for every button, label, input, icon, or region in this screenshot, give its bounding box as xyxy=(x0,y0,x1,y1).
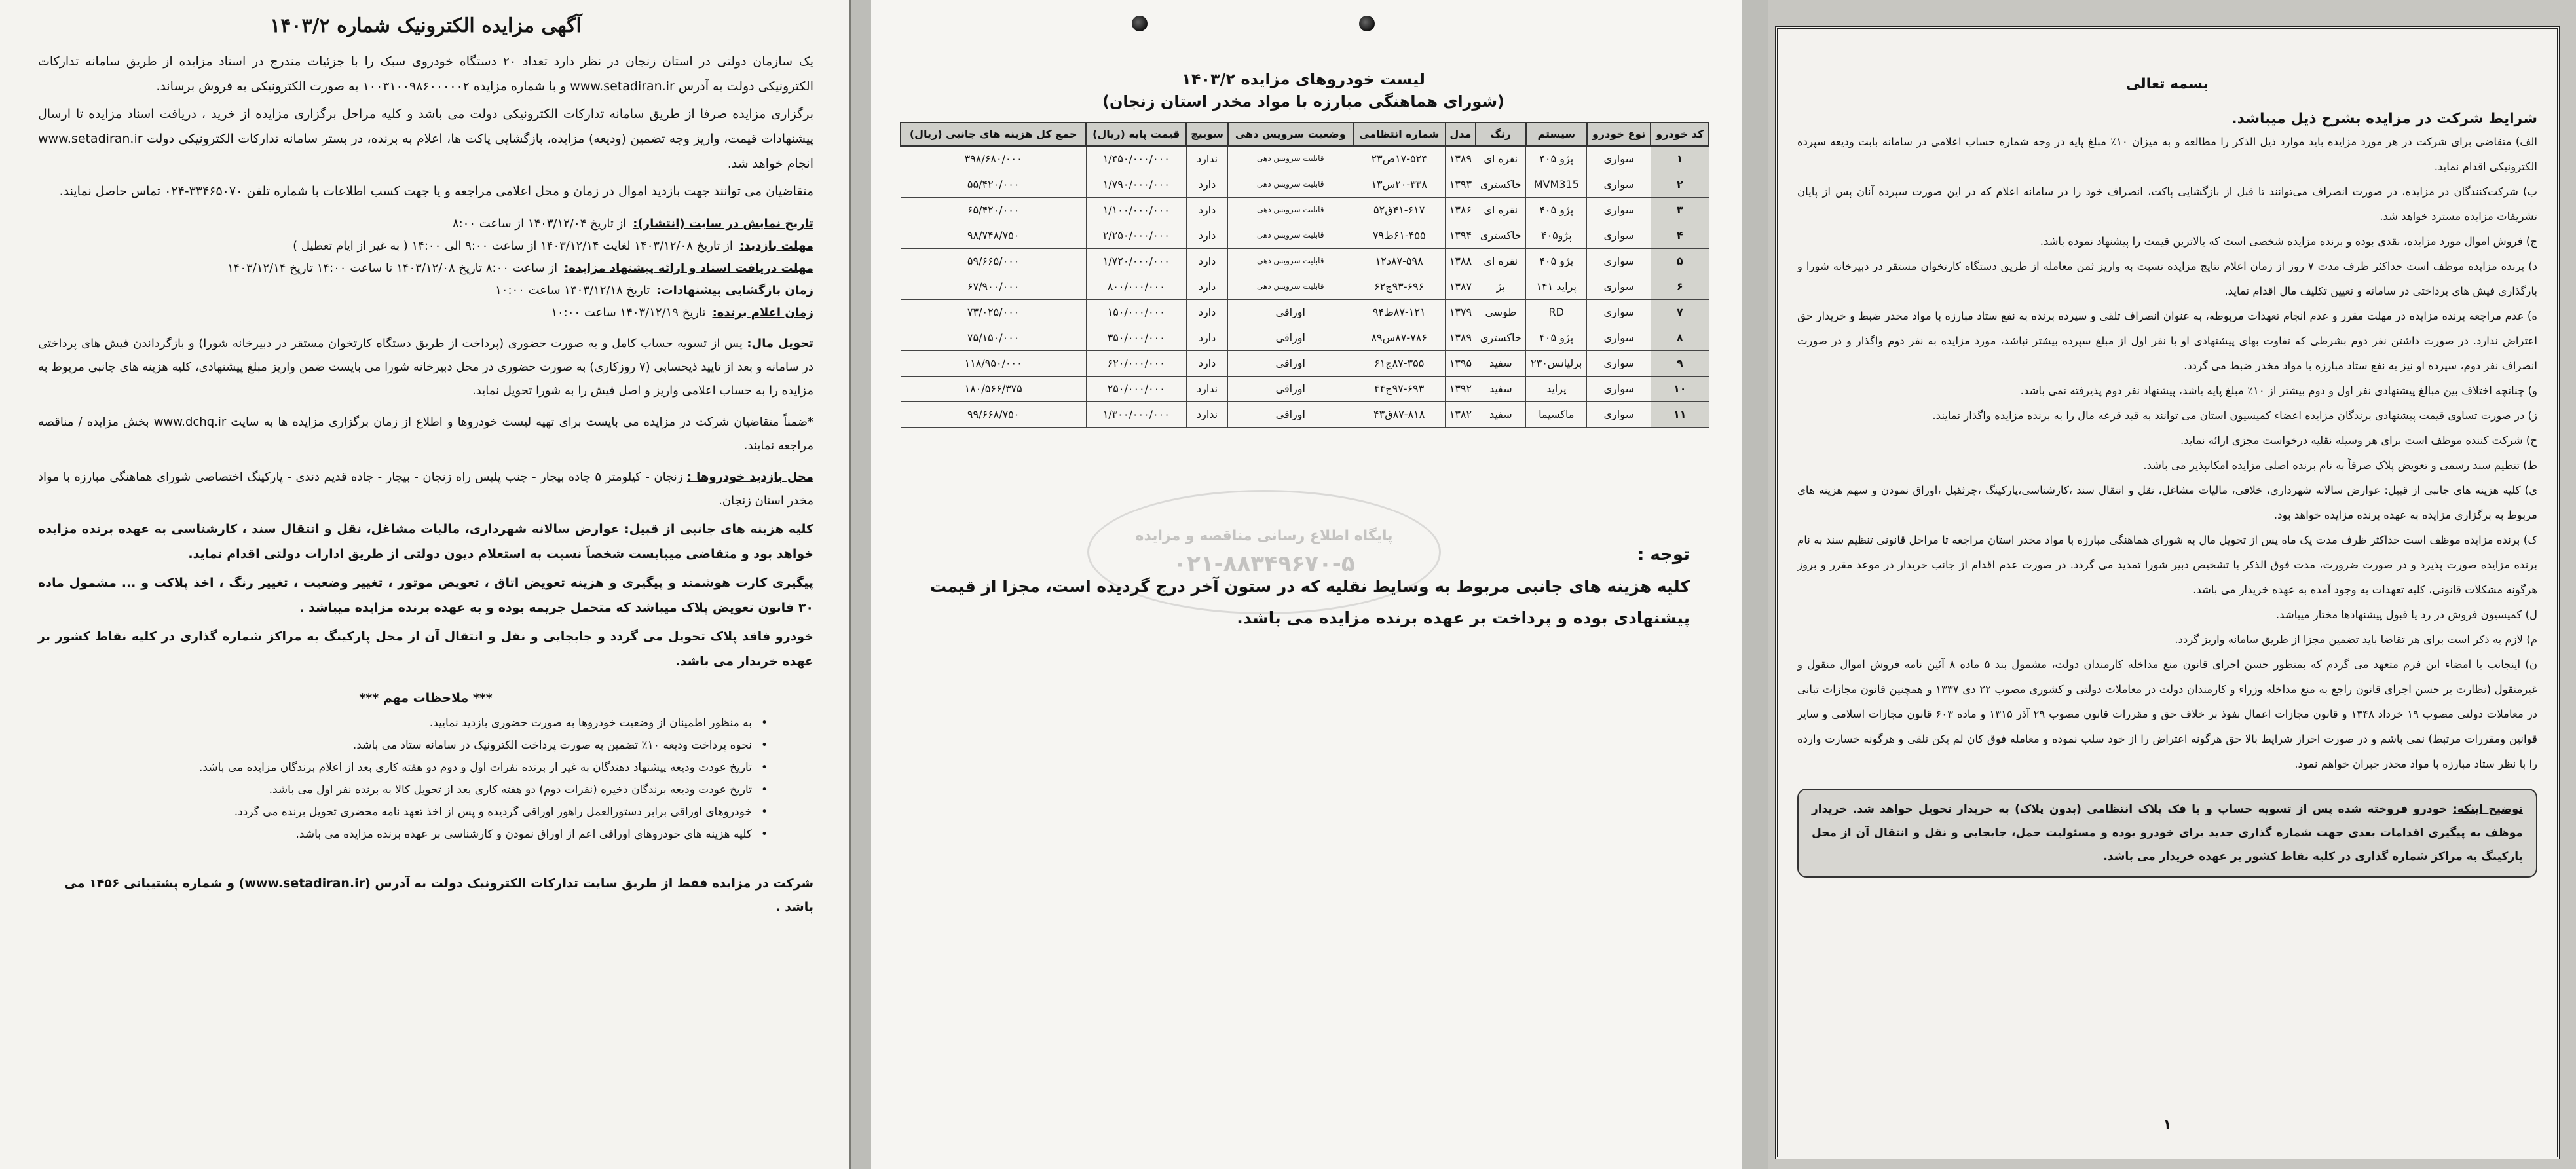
table-cell: ۱/۴۵۰/۰۰۰/۰۰۰ xyxy=(1086,146,1186,172)
table-cell: ۲/۲۵۰/۰۰۰/۰۰۰ xyxy=(1086,223,1186,248)
stamp-name: پایگاه اطلاع رسانی مناقصه و مزایده xyxy=(1135,527,1393,544)
table-row xyxy=(901,197,1709,223)
table-cell: اوراقی xyxy=(1228,325,1353,350)
table-row xyxy=(901,223,1709,248)
page-edge-divider xyxy=(849,0,851,1169)
condition-item: د) برنده مزایده موظف است حداکثر ظرف مدت ۷ روز از زمان اعلام نتایج مزایده نسبت به واریز ثمن معامله از طریق دستگاه کارتخوان مستقر در دبیرخانه شورا و بارگذاری فیش های پرداختی در سامانه و تعیین تکلیف مال اقدام نماید. xyxy=(1797,260,2537,297)
condition-item: ک) برنده مزایده موظف است حداکثر ظرف مدت یک ماه پس از تحویل مال به شورای هماهنگی مبارزه با مواد مخدر استان مراجعه تا مراحل قانونی تنظیم سند به نام برنده مزایده صورت پذیرد و در صورت ضرورت، مدت فوق الذکر با تشخیص دبیر شورا تمدید می گردد. در صورت عدم اقدام از جانب خریدار در موعد مقرر و بروز هرگونه مشکلات قانونی، کلیه تعهدات به وجود آمده به عهده خریدار می باشد. xyxy=(1797,534,2537,596)
conditions-page xyxy=(1768,0,2576,1169)
table-cell: ۲۰-۳۳۸س۱۳ xyxy=(1353,172,1446,197)
table-cell: ۱/۱۰۰/۰۰۰/۰۰۰ xyxy=(1086,197,1186,223)
table-cell: خاکستری xyxy=(1476,223,1526,248)
column-header: نوع خودرو xyxy=(1587,122,1651,146)
table-cell: دارد xyxy=(1186,172,1228,197)
vehicle-list-title xyxy=(897,68,1709,113)
table-cell: سفید xyxy=(1476,401,1526,427)
schedule-block xyxy=(38,213,813,324)
table-cell: ۱/۷۹۰/۰۰۰/۰۰۰ xyxy=(1086,172,1186,197)
table-cell: ۶۱-۴۵۵ط۷۹ xyxy=(1353,223,1446,248)
table-cell: سواری xyxy=(1587,172,1651,197)
table-cell: ۶۵/۴۲۰/۰۰۰ xyxy=(901,197,1086,223)
table-cell: پژو ۴۰۵ xyxy=(1526,248,1587,274)
table-cell: سواری xyxy=(1587,401,1651,427)
table-cell: ۱۱ xyxy=(1651,401,1709,427)
table-cell: قابلیت سرویس دهی xyxy=(1228,197,1353,223)
schedule-row xyxy=(38,280,813,302)
conditions-frame xyxy=(1775,26,2560,1159)
condition-item: م) لازم به ذکر است برای هر تقاضا باید تضمین مجزا از طریق سامانه واریز گردد. xyxy=(2175,633,2537,646)
table-cell: ۸۷-۵۹۸د۱۲ xyxy=(1353,248,1446,274)
table-row xyxy=(901,325,1709,350)
explanation-text: خودرو فروخته شده پس از تسویه حساب و با فک پلاک انتظامی (بدون پلاک) به خریدار تحویل خواهد شد. خریدار موظف به پیگیری اقدامات بعدی جهت شماره گذاری جدید برای خودرو بوده و مسئولیت حمل، جابجایی و نقل و انتقال آن از محل پارکینگ به مراکز شماره گذاری در کلیه نقاط کشور بر عهده خریدار می باشد. xyxy=(1812,803,2523,863)
table-cell: سواری xyxy=(1587,223,1651,248)
notes-title: *** ملاحظات مهم *** xyxy=(359,691,493,705)
note-item: • خودروهای اوراقی برابر دستورالعمل راهور اوراقی گردیده و پس از اخذ تعهد نامه محضری تحویل برنده می گردد. xyxy=(38,801,768,823)
table-cell: ۱۵۰/۰۰۰/۰۰۰ xyxy=(1086,299,1186,325)
schedule-label: زمان بازگشایی پیشنهادات: xyxy=(656,284,813,297)
table-cell: ۱ xyxy=(1651,146,1709,172)
table-cell: خاکستری xyxy=(1476,172,1526,197)
table-cell: ۹۸/۷۴۸/۷۵۰ xyxy=(901,223,1086,248)
table-cell: ۴۱-۶۱۷ق۵۲ xyxy=(1353,197,1446,223)
table-cell: ۹۹/۶۶۸/۷۵۰ xyxy=(901,401,1086,427)
location-label: محل بازدید خودروها : xyxy=(686,470,814,484)
notice-title: آگهی مزایده الکترونیک شماره ۱۴۰۳/۲ xyxy=(270,14,582,37)
table-cell: سواری xyxy=(1587,350,1651,376)
table-row xyxy=(901,401,1709,427)
table-cell: ۶۲۰/۰۰۰/۰۰۰ xyxy=(1086,350,1186,376)
table-cell: ۸۷-۳۵۵ج۶۱ xyxy=(1353,350,1446,376)
table-row xyxy=(901,248,1709,274)
table-cell: ۱۰ xyxy=(1651,376,1709,401)
table-cell: ۸ xyxy=(1651,325,1709,350)
table-cell: سواری xyxy=(1587,146,1651,172)
process-paragraph: برگزاری مزایده صرفا از طریق سامانه تدارکات الکترونیکی دولت می باشد و کلیه مراحل برگزاری مزایده از خرید ، دریافت اسناد مزایده تا ارسال پیشنهادات قیمت، واریز وجه تضمین (ودیعه) مزایده، بازگشایی پاکت ها، اعلام به برنده، در بستر سامانه تدارکات الکترونیکی دولت www.setadiran.ir انجام خواهد شد. xyxy=(38,107,813,171)
table-cell: ۶ xyxy=(1651,274,1709,299)
table-cell: ۳ xyxy=(1651,197,1709,223)
website-notice: *ضمناً متقاضیان شرکت در مزایده می بایست برای تهیه لیست خودروها و اطلاع از زمان برگزاری مزایده ها به سایت www.dchq.ir بخش مزایده / مناقصه مراجعه نمایند. xyxy=(38,415,814,453)
condition-item: ط) تنظیم سند رسمی و تعویض پلاک صرفاً به نام برنده اصلی مزایده امکانپذیر می باشد. xyxy=(2143,459,2537,472)
table-cell: ندارد xyxy=(1186,401,1228,427)
condition-item: ز) در صورت تساوی قیمت پیشنهادی برندگان مزایده اعضاء کمیسیون استان می توانند به قید قرعه مال را به برنده مزایده واگذار نمایند. xyxy=(1932,409,2537,422)
list-title-subline: (شورای هماهنگی مبارزه با مواد مخدر استان زنجان) xyxy=(1102,92,1505,111)
location-text: زنجان - کیلومتر ۵ جاده بیجار - جنب پلیس راه زنجان - بیجار - جاده قدیم دندی - پارکینگ اختصاصی شورای هماهنگی مبارزه با مواد مخدر استان زنجان. xyxy=(38,470,813,508)
table-cell: MVM315 xyxy=(1526,172,1587,197)
table-cell: ۱/۳۰۰/۰۰۰/۰۰۰ xyxy=(1086,401,1186,427)
table-row xyxy=(901,299,1709,325)
table-cell: اوراقی xyxy=(1228,299,1353,325)
table-cell: ۶۷/۹۰۰/۰۰۰ xyxy=(901,274,1086,299)
table-cell: بژ xyxy=(1476,274,1526,299)
basmala-heading: بسمه تعالی xyxy=(2126,76,2209,92)
column-header: جمع کل هزینه های جانبی (ریال) xyxy=(901,122,1086,146)
smart-card-paragraph: پیگیری کارت هوشمند و پیگیری و هزینه تعویض اتاق ، تعویض موتور ، تغییر وضعیت ، تغییر رنگ ، اخذ پلاکت و ... مشمول ماده ۳۰ قانون تعویض پلاک میباشد که متحمل جریمه بوده و به عهده برنده مزایده میباشد . xyxy=(38,576,813,615)
table-cell: قابلیت سرویس دهی xyxy=(1228,223,1353,248)
table-cell: ۱۳۸۹ xyxy=(1446,146,1476,172)
column-header: رنگ xyxy=(1476,122,1526,146)
column-header: قیمت پایه (ریال) xyxy=(1086,122,1186,146)
table-cell: ۱/۷۲۰/۰۰۰/۰۰۰ xyxy=(1086,248,1186,274)
intro-paragraph: یک سازمان دولتی در استان زنجان در نظر دارد تعداد ۲۰ دستگاه خودروی سبک را با جزئیات مندرج در اسناد مزایده از طریق سامانه تدارکات الکترونیکی دولت به آدرس www.setadiran.ir و با شماره مزایده ۱۰۰۳۱۰۰۹۸۶۰۰۰۰۰۲ به صورت الکترونیکی به فروش برساند. xyxy=(38,54,814,94)
table-cell: ۸۷-۸۱۸ق۴۳ xyxy=(1353,401,1446,427)
table-cell: سواری xyxy=(1587,325,1651,350)
table-cell: ۹۳-۶۹۶ج۶۲ xyxy=(1353,274,1446,299)
condition-item: ی) کلیه هزینه های جانبی از قبیل: عوارض سالانه شهرداری، خلافی، مالیات مشاغل، نقل و انتقال سند ،کارشناسی،پارکینگ ،جرثقیل ،اوراق نمودن و سهم هزینه های مربوط به برگزاری مزایده به عهده برنده مزایده خواهد بود. xyxy=(1797,484,2537,521)
conditions-list xyxy=(1797,130,2537,777)
vehicle-table xyxy=(900,122,1709,428)
table-cell: ماکسیما xyxy=(1526,401,1587,427)
schedule-label: تاریخ نمایش در سایت (انتشار): xyxy=(633,217,813,231)
schedule-value: از تاریخ ۱۴۰۳/۱۲/۰۴ از ساعت ۸:۰۰ xyxy=(452,217,627,231)
condition-item: ب) شرکت‌کنندگان در مزایده، در صورت انصراف می‌توانند تا قبل از بازگشایی پاکت، انصراف خود را در سامانه اعلام که در این صورت سپرده آنان پس از پایان تشریفات مزایده مسترد خواهد شد. xyxy=(1797,185,2537,223)
table-cell: سفید xyxy=(1476,350,1526,376)
table-cell: اوراقی xyxy=(1228,401,1353,427)
footer-text: شرکت در مزایده فقط از طریق سایت تدارکات الکترونیک دولت به آدرس (www.setadiran.ir) و شماره پشتیبانی ۱۴۵۶ می باشد . xyxy=(64,876,813,914)
table-cell: خاکستری xyxy=(1476,325,1526,350)
table-cell: اوراقی xyxy=(1228,376,1353,401)
schedule-label: مهلت بازدید: xyxy=(739,239,813,253)
note-item: • به منظور اطمینان از وضعیت خودروها به صورت حضوری بازدید نمایید. xyxy=(38,712,768,734)
table-cell: دارد xyxy=(1186,299,1228,325)
page-number: ۱ xyxy=(2163,1117,2172,1133)
table-cell: دارد xyxy=(1186,223,1228,248)
table-row xyxy=(901,146,1709,172)
delivery-label: تحویل مال: xyxy=(747,337,813,350)
schedule-value: تاریخ ۱۴۰۳/۱۲/۱۹ ساعت ۱۰:۰۰ xyxy=(551,306,706,320)
conditions-title: شرایط شرکت در مزایده بشرح ذیل میباشد. xyxy=(2231,111,2537,127)
column-header: شماره انتظامی xyxy=(1353,122,1446,146)
table-cell: پژو ۴۰۵ xyxy=(1526,146,1587,172)
condition-item: ح) شرکت کننده موظف است برای هر وسیله نقلیه درخواست مجزی ارائه نماید. xyxy=(2180,434,2537,447)
attention-text: کلیه هزینه های جانبی مربوط به وسایط نقلیه که در ستون آخر درج گردیده است، مجزا از قیمت پیشنهادی بوده و پرداخت بر عهده برنده مزایده می باشد. xyxy=(930,577,1690,627)
table-cell: ۱۳۹۳ xyxy=(1446,172,1476,197)
stamp-phone: ۰۲۱-۸۸۳۴۹۶۷۰-۵ xyxy=(1173,550,1355,577)
table-row xyxy=(901,172,1709,197)
table-cell: پژو ۴۰۵ xyxy=(1526,197,1587,223)
table-cell: سواری xyxy=(1587,274,1651,299)
table-cell: ۵ xyxy=(1651,248,1709,274)
table-cell: سواری xyxy=(1587,376,1651,401)
table-cell: ۹۷-۶۹۳ج۴۴ xyxy=(1353,376,1446,401)
table-cell: ندارد xyxy=(1186,376,1228,401)
column-header: وضعیت سرویس دهی xyxy=(1228,122,1353,146)
table-cell: ۱۳۸۸ xyxy=(1446,248,1476,274)
table-cell: قابلیت سرویس دهی xyxy=(1228,248,1353,274)
condition-item: ل) کمیسیون فروش در رد یا قبول پیشنهادها مختار میباشد. xyxy=(2275,608,2537,621)
table-row xyxy=(901,376,1709,401)
table-cell: ۷ xyxy=(1651,299,1709,325)
condition-item: الف) متقاضی برای شرکت در هر مورد مزایده باید موارد ذیل الذکر را مطالعه و به میزان ۱۰٪ مبلغ پایه در وجه شماره حساب اعلامی در سامانه بابت ودیعه سپرده الکترونیکی اقدام نماید. xyxy=(1797,136,2537,173)
table-cell: پژو۴۰۵ xyxy=(1526,223,1587,248)
location-paragraph xyxy=(38,466,813,513)
table-cell: سواری xyxy=(1587,299,1651,325)
table-cell: ۵۵/۴۲۰/۰۰۰ xyxy=(901,172,1086,197)
table-cell: ۷۳/۰۲۵/۰۰۰ xyxy=(901,299,1086,325)
condition-item: ن) اینجانب با امضاء این فرم متعهد می گردم که بمنظور حسن اجرای قانون منع مداخله کارمندان دولت، مشمول بند ۵ ماده ۸ آئین نامه فروش اموال منقول و غیرمنقول (نظارت بر حسن اجرای قانون راجع به منع مداخله وزراء و کارمندان دولت در معاملات دولتی و کشوری مصوب ۲۲ دی ۱۳۳۷ و همچنین قانون مجازات تبانی در معاملات دولتی مصوب ۱۹ خرداد ۱۳۴۸ و قانون مجازات اعمال نفوذ بر خلاف حق و مقررات قانون مصوب ۲۹ آذر ۱۳۱۵ و ماده ۶۰۳ قانون مجازات اسلامی و سایر قوانین ومقررات مرتبط) نمی باشم و در صورت احراز شرایط بالا حق هرگونه اعتراض را از خود سلب نموده و معامله فوق کان لم یکن تلقی و هرگونه خسارت وارده را با نظر ستاد مبارزه با مواد مخدر جبران خواهم نمود. xyxy=(1797,658,2538,770)
table-cell: دارد xyxy=(1186,350,1228,376)
table-cell: ۱۳۷۹ xyxy=(1446,299,1476,325)
attention-heading: توجه : xyxy=(1637,545,1690,565)
notes-list xyxy=(38,712,813,845)
table-cell: ۱۳۹۴ xyxy=(1446,223,1476,248)
table-cell: طوسی xyxy=(1476,299,1526,325)
explanation-box xyxy=(1797,789,2537,878)
table-cell: پژو ۴۰۵ xyxy=(1526,325,1587,350)
table-cell: ۹ xyxy=(1651,350,1709,376)
schedule-row xyxy=(38,235,813,257)
table-cell: ۸۰۰/۰۰۰/۰۰۰ xyxy=(1086,274,1186,299)
table-cell: نقره ای xyxy=(1476,248,1526,274)
table-cell: ۱۳۸۷ xyxy=(1446,274,1476,299)
binder-hole-icon xyxy=(1359,16,1375,31)
table-cell: ۸۷-۱۲۱ط۹۴ xyxy=(1353,299,1446,325)
table-cell: نقره ای xyxy=(1476,146,1526,172)
note-item: • تاریخ عودت ودیعه برندگان ذخیره (نفرات دوم) دو هفته کاری بعد از تحویل کالا به برنده نفر اول می باشد. xyxy=(38,779,768,801)
table-cell: ۱۳۸۶ xyxy=(1446,197,1476,223)
schedule-value: تاریخ ۱۴۰۳/۱۲/۱۸ ساعت ۱۰:۰۰ xyxy=(495,284,650,297)
table-cell: ۵۹/۶۶۵/۰۰۰ xyxy=(901,248,1086,274)
table-cell: دارد xyxy=(1186,274,1228,299)
table-cell: اوراقی xyxy=(1228,350,1353,376)
table-cell: پراید ۱۴۱ xyxy=(1526,274,1587,299)
table-cell: قابلیت سرویس دهی xyxy=(1228,172,1353,197)
table-cell: ۲ xyxy=(1651,172,1709,197)
schedule-row xyxy=(38,213,813,235)
table-cell: سواری xyxy=(1587,197,1651,223)
column-header: سیستم xyxy=(1526,122,1587,146)
delivery-paragraph xyxy=(38,332,813,403)
table-cell: ۳۵۰/۰۰۰/۰۰۰ xyxy=(1086,325,1186,350)
table-cell: قابلیت سرویس دهی xyxy=(1228,274,1353,299)
plate-paragraph: خودرو فاقد پلاک تحویل می گردد و جابجایی و نقل و انتقال آن از محل پارکینگ به مراکز شماره گذاری در کلیه نقاط کشور بر عهده خریدار می باشد. xyxy=(38,629,813,669)
column-header: مدل xyxy=(1446,122,1476,146)
schedule-value: از ساعت ۸:۰۰ تاریخ ۱۴۰۳/۱۲/۰۸ تا ساعت ۱۴:۰۰ تاریخ ۱۴۰۳/۱۲/۱۴ xyxy=(227,261,558,275)
note-item: • نحوه پرداخت ودیعه ۱۰٪ تضمین به صورت پرداخت الکترونیک در سامانه ستاد می باشد. xyxy=(38,734,768,756)
schedule-row xyxy=(38,302,813,324)
table-cell: برلیانس۲۳۰ xyxy=(1526,350,1587,376)
vehicle-table-body xyxy=(901,146,1709,427)
table-cell: سفید xyxy=(1476,376,1526,401)
condition-item: ه) عدم مراجعه برنده مزایده در مهلت مقرر و عدم انجام تعهدات مربوطه، به عنوان انصراف تلقی و سپرده برنده به نفع ستاد مبارزه با مواد مخدر ضبط و خریدار حق اعتراض ندارد. در صورت داشتن نفر دوم بشرطی که تفاوت بهای پیشنهادی او با نفر اول از مبلغ سپرده بیشتر نباشد، مورد مزایده به نفر دوم واگذار و در صورت انصراف نفر دوم، سپرده او نیز به نفع ستاد مبارزه با مواد مخدر ضبط می گردد. xyxy=(1797,310,2537,372)
explanation-label: توضیح اینکه: xyxy=(2452,803,2523,816)
table-cell: ۱۳۹۵ xyxy=(1446,350,1476,376)
binder-hole-icon xyxy=(1132,16,1148,31)
table-cell: نقره ای xyxy=(1476,197,1526,223)
table-cell: ۲۵۰/۰۰۰/۰۰۰ xyxy=(1086,376,1186,401)
schedule-label: زمان اعلام برنده: xyxy=(712,306,813,320)
auction-notice-page xyxy=(0,0,851,1169)
delivery-text: پس از تسویه حساب کامل و به صورت حضوری (پرداخت از طریق دستگاه کارتخوان مستقر در دبیرخانه شورا) و بازگرداندن فیش های پرداختی در سامانه و بعد از تایید ذیحسابی (۷ روزکاری) به صورت حضوری در محل دبیرخانه شورا می بایست ضمن واریز مبلغ پیشنهادی، کلیه هزینه های جانبی مربوط به مزایده را به حساب اعلامی واریز و اصل فیش را به شورا تحویل نماید. xyxy=(38,337,813,398)
table-row xyxy=(901,350,1709,376)
condition-item: و) چنانچه اختلاف بین مبالغ پیشنهادی نفر اول و دوم بیشتر از ۱۰٪ مبلغ پایه باشد، پیشنهاد نفر دوم پذیرفته نمی باشد. xyxy=(2020,384,2537,397)
column-header: کد خودرو xyxy=(1651,122,1709,146)
table-cell: ۱۳۹۲ xyxy=(1446,376,1476,401)
table-cell: ۱۱۸/۹۵۰/۰۰۰ xyxy=(901,350,1086,376)
table-cell: دارد xyxy=(1186,325,1228,350)
schedule-label: مهلت دریافت اسناد و ارائه پیشنهاد مزایده: xyxy=(564,261,813,275)
table-cell: ۳۹۸/۶۸۰/۰۰۰ xyxy=(901,146,1086,172)
costs-paragraph: کلیه هزینه های جانبی از قبیل: عوارض سالانه شهرداری، مالیات مشاغل، نقل و انتقال سند ، کارشناسی به عهده برنده مزایده خواهد بود و متقاضی میبایست شخصاً نسبت به استعلام دیون دولتی از طریق ادارات دولتی اقدام نماید. xyxy=(38,522,813,561)
table-cell: قابلیت سرویس دهی xyxy=(1228,146,1353,172)
table-header-row xyxy=(901,122,1709,146)
schedule-value: از تاریخ ۱۴۰۳/۱۲/۰۸ لغایت ۱۴۰۳/۱۲/۱۴ از ساعت ۹:۰۰ الی ۱۴:۰۰ ( به غیر از ایام تعطیل ) xyxy=(293,239,733,253)
table-cell: ندارد xyxy=(1186,146,1228,172)
vehicle-list-page xyxy=(871,0,1742,1169)
table-cell: سواری xyxy=(1587,248,1651,274)
table-cell: دارد xyxy=(1186,248,1228,274)
table-cell: ۸۷-۷۸۶س۸۹ xyxy=(1353,325,1446,350)
table-row xyxy=(901,274,1709,299)
table-cell: ۱۷-۵۲۴ص۲۳ xyxy=(1353,146,1446,172)
table-cell: ۱۳۸۹ xyxy=(1446,325,1476,350)
table-cell: پراید xyxy=(1526,376,1587,401)
note-item: • تاریخ عودت ودیعه پیشنهاد دهندگان به غیر از برنده نفرات اول و دوم دو هفته کاری بعد از اعلام برندگان مزایده می باشد. xyxy=(38,756,768,779)
column-header: سوییچ xyxy=(1186,122,1228,146)
list-title-line: لیست خودروهای مزایده ۱۴۰۳/۲ xyxy=(1182,70,1425,88)
contact-paragraph: متقاضیان می توانند جهت بازدید اموال در زمان و محل اعلامی مراجعه و یا جهت کسب اطلاعات با شماره تلفن ۳۳۴۶۵۰۷۰-۰۲۴ تماس حاصل نمایند. xyxy=(59,184,813,198)
table-cell: ۷۵/۱۵۰/۰۰۰ xyxy=(901,325,1086,350)
table-cell: ۱۸۰/۵۶۶/۳۷۵ xyxy=(901,376,1086,401)
table-cell: دارد xyxy=(1186,197,1228,223)
condition-item: ج) فروش اموال مورد مزایده، نقدی بوده و برنده مزایده شخصی است که بالاترین قیمت را پیشنهاد نموده باشد. xyxy=(2040,235,2537,248)
table-cell: ۴ xyxy=(1651,223,1709,248)
schedule-row xyxy=(38,257,813,280)
table-cell: ۱۳۸۲ xyxy=(1446,401,1476,427)
note-item: • کلیه هزینه های خودروهای اوراقی اعم از اوراق نمودن و کارشناسی بر عهده برنده مزایده می باشد. xyxy=(38,823,768,845)
table-cell: RD xyxy=(1526,299,1587,325)
